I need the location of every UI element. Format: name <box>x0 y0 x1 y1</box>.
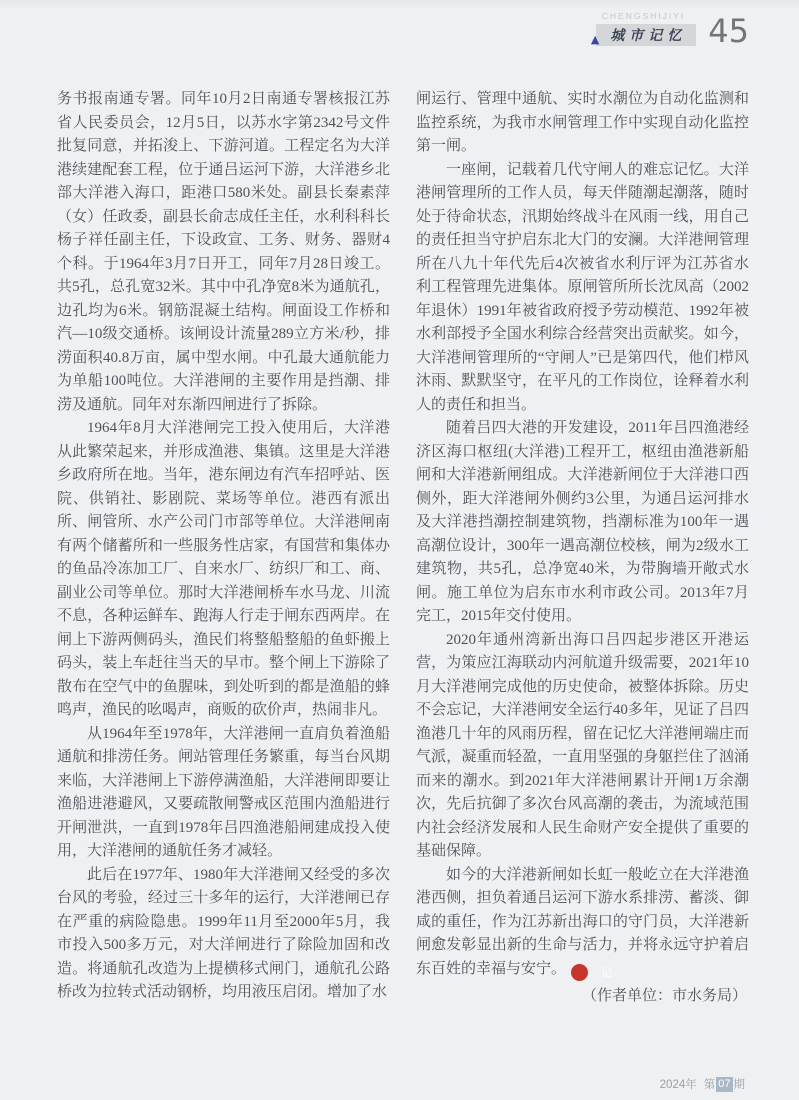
footer-issue-suffix: 期 <box>733 1079 745 1091</box>
section-row <box>591 24 696 46</box>
closing-text: 如今的大洋港新闸如长虹一般屹立在大洋港渔港西侧，担负着通吕运河下游水系排涝、蓄淡、御咸的重任，作为江苏新出海口的守门员，大洋港新闸愈发彰显出新的生命与活力，并将永远守护着启东百姓的幸福与安宁。 <box>416 866 749 977</box>
left-column <box>57 88 390 1009</box>
section-badge <box>596 24 696 46</box>
triangle-icon: ▲ <box>590 33 600 46</box>
page-header <box>591 10 749 48</box>
paragraph-right-1: 闸运行、管理中通航、实时水潮位为自动化监测和监控系统，为我市水闸管理工作中实现自动化监控第一闸。 <box>416 91 749 154</box>
article-body <box>57 88 749 1009</box>
paragraph-right-2: 一座闸，记载着几代守闸人的难忘记忆。大洋港闸管理所的工作人员，每天伴随潮起潮落，随时处于待命状态，汛期始终战斗在风雨一线，用自己的责任担当守护启东北大门的安澜。大洋港闸管理所在八九十年代先后4次被省水利厅评为江苏省水利工程管理先进集体。原闸管所所长沈凤高（2002年退休）1991年被省政府授予劳动模范、1992年被水利部授予全国水利综合经营突出贡献奖。如今，大洋港闸管理所的“守闸人”已是第四代，他们栉风沐雨、默默坚守，在平凡的工作岗位，诠释着水利人的责任和担当。 <box>416 161 749 413</box>
author-affiliation: （作者单位：市水务局） <box>581 988 747 1004</box>
footer-year: 2024年 <box>659 1079 697 1091</box>
paragraph-right-5 <box>416 864 749 982</box>
paragraph-left-1: 务书报南通专署。同年10月2日南通专署核报江苏省人民委员会，12月5日，以苏水字第2342号文件批复同意，并拓浚上、下游河道。工程定名为大洋港续建配套工程，位于通吕运河下游，大洋港乡北部大洋港入海口，距港口580米处。副县长秦素萍（女）任政委，副县长俞志成任主任，水利科科长杨子祥任副主任，下设政宣、工务、财务、器财4个科。于1964年3月7日开工，同年7月28日竣工。共5孔，总孔宽32米。其中中孔净宽8米为通航孔，边孔均为6米。钢筋混凝土结构。闸面设工作桥和汽—10级交通桥。该闸设计流量289立方米/秒，排涝面积40.8万亩，属中型水闸。中孔最大通航能力为单船100吨位。大洋港闸的主要作用是挡潮、排涝及通航。同年对东渐四闸进行了拆除。 <box>57 91 390 413</box>
end-of-article-seal-icon: 记 <box>571 964 588 981</box>
right-column <box>416 88 749 1009</box>
paragraph-right-4: 2020年通州湾新出海口吕四起步港区开港运营，为策应江海联动内河航道升级需要，2021年10月大洋港闸完成他的历史使命，被整体拆除。历史不会忘记，大洋港闸安全运行40多年，见证了吕四渔港几十年的风雨历程，留在记忆大洋港闸端庄而气派，凝重而轻盈，一直用坚强的身躯拦住了汹涌而来的潮水。到2021年大洋港闸累计开闸1万余潮次，先后抗御了多次台风高潮的袭击，为流域范围内社会经济发展和人民生命财产安全提供了重要的基础保障。 <box>416 631 749 859</box>
footer-issue-number: 07 <box>718 1077 731 1090</box>
page-number: 45 <box>708 12 749 50</box>
section-title-group <box>591 10 696 46</box>
paragraph-left-2: 1964年8月大洋港闸完工投入使用后，大洋港从此繁荣起来，并形成渔港、集镇。这里是大洋港乡政府所在地。当年，港东闸边有汽车招呼站、医院、供销社、影剧院、菜场等单位。港西有派出所、闸管所、水产公司门市部等单位。大洋港闸南有两个储蓄所和一些服务性店家，有国营和集体办的鱼品冷冻加工厂、自来水厂、纺织厂和工、商、副业公司等单位。那时大洋港闸桥车水马龙、川流不息，各种运鲜车、跑海人行走于闸东西两岸。在闸上下游两侧码头，渔民们将整船整船的鱼虾搬上码头，装上车赶往当天的早市。整个闸上下游除了散布在空气中的鱼腥味，到处听到的都是渔船的蜂鸣声，渔民的吆喝声，商贩的砍价声，热闹非凡。 <box>57 420 390 718</box>
paragraph-left-4: 此后在1977年、1980年大洋港闸又经受的多次台风的考验，经过三十多年的运行，大洋港闸已存在严重的病险隐患。1999年11月至2000年5月，我市投入500多万元，对大洋闸进行了除险加固和改造。将通航孔改造为上提横移式闸门，通航孔公路桥改为拉转式活动钢桥，均用液压启闭。增加了水 <box>57 866 390 1000</box>
section-eyebrow: CHENGSHIJIYI <box>601 11 686 21</box>
page-footer <box>660 1076 745 1092</box>
paragraph-right-3: 随着吕四大港的开发建设，2011年吕四渔港经济区海口枢纽(大洋港)工程开工，枢纽由渔港新船闸和大洋港新闸组成。大洋港新闸位于大洋港口西侧外，距大洋港闸外侧约3公里，为通吕运河排水及大洋港挡潮控制建筑物，挡潮标准为100年一遇高潮位设计，300年一遇高潮位校核，闸为2级水工建筑物，共5孔，总净宽40米，为带胸墙开敞式水闸。施工单位为启东市水利市政公司。2013年7月完工，2015年交付使用。 <box>416 420 749 624</box>
scan-top-shade <box>0 0 799 10</box>
paragraph-left-3: 从1964年至1978年，大洋港闸一直肩负着渔船通航和排涝任务。闸站管理任务繁重，每当台风期来临，大洋港闸上下游停满渔船，大洋港闸即要让渔船进港避风，又要疏散闸警戒区范围内渔船进行开闸泄洪，一直到1978年吕四渔港船闸建成投入使用，大洋港闸的通航任务才减轻。 <box>57 725 390 859</box>
section-title: 城市记忆 <box>610 27 687 44</box>
footer-issue-prefix: 第 <box>703 1079 716 1091</box>
